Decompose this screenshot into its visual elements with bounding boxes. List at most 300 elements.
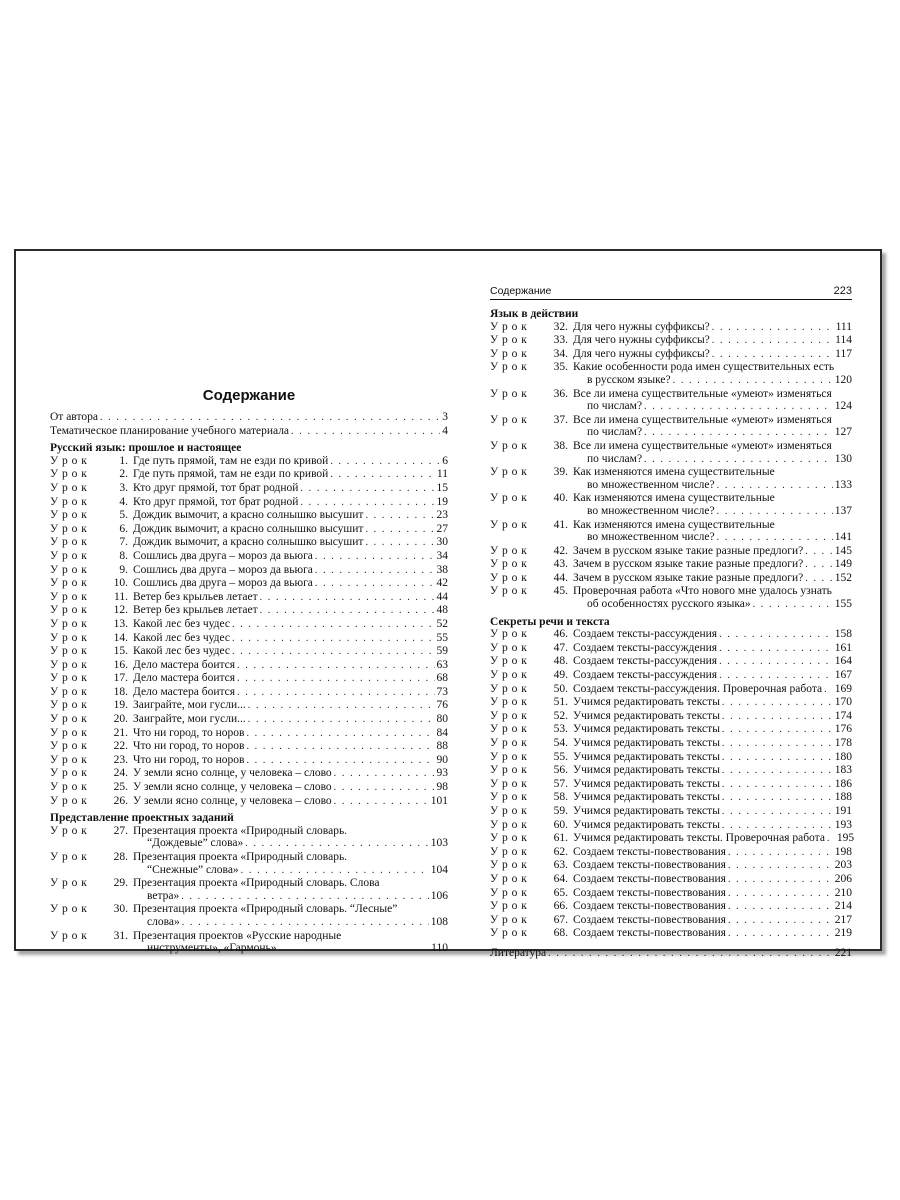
lesson-title-line (573, 778, 852, 792)
lesson-title-block (570, 642, 852, 656)
lesson-number: 56. (553, 764, 568, 777)
page-ref: 15 (436, 481, 448, 494)
lesson-title: Где путь прямой, там не езди по кривой (133, 454, 329, 467)
lesson-entry (50, 713, 448, 727)
lesson-number: 1. (119, 454, 128, 467)
lesson-label: У р о к (50, 481, 88, 494)
lesson-entry (490, 887, 852, 901)
lesson-title: Где путь прямой, там не езди по кривой (133, 468, 329, 481)
lesson-number: 50. (553, 682, 568, 695)
page-ref: 217 (834, 913, 852, 926)
lesson-label: У р о к (490, 818, 528, 831)
dot-leader (673, 375, 833, 388)
dot-leader (824, 684, 833, 697)
lesson-label: У р о к (490, 361, 528, 374)
lesson-title: Учимся редактировать тексты (573, 696, 720, 709)
lesson-title-line (573, 414, 852, 427)
lesson-title-line (133, 686, 448, 700)
lesson-title: Какой лес без чудес (133, 631, 231, 644)
lesson-number: 43. (553, 558, 568, 571)
lesson-title: Какой лес без чудес (133, 645, 231, 658)
lesson-label: У р о к (50, 536, 88, 549)
lesson-title-line (573, 361, 852, 374)
lesson-title-block (570, 737, 852, 751)
lesson-title: Учимся редактировать тексты (573, 737, 720, 749)
page-ref: 30 (436, 536, 448, 549)
lesson-number: 48. (553, 655, 568, 668)
page-ref: 11 (436, 468, 448, 481)
lesson-title-line (133, 903, 448, 916)
lesson-title: У земли ясно солнце, у человека – слово (133, 767, 332, 780)
lesson-title-line (573, 598, 852, 612)
page-ref: 120 (834, 373, 852, 386)
lesson-entry (50, 482, 448, 496)
lesson-number: 22. (113, 740, 128, 753)
lesson-title-block (130, 564, 448, 578)
dot-leader (722, 806, 833, 819)
lesson-title: Дело мастера боится (133, 658, 236, 671)
dot-leader (728, 928, 833, 941)
page-ref: 206 (834, 872, 852, 885)
lesson-title: Кто друг прямой, тот брат родной (133, 481, 299, 494)
lesson-number: 36. (553, 387, 568, 400)
lesson-title: слова» (147, 915, 180, 928)
page-ref: 186 (834, 777, 852, 790)
lesson-title-line (133, 890, 448, 904)
lesson-label: У р о к (490, 750, 528, 763)
lesson-number: 66. (553, 900, 568, 913)
lesson-title-block (130, 618, 448, 632)
lesson-label: У р о к (490, 872, 528, 885)
lesson-title-line (133, 754, 448, 768)
lesson-number: 60. (553, 818, 568, 831)
lesson-title: Какой лес без чудес (133, 617, 231, 630)
page-ref: 164 (834, 655, 852, 668)
dot-leader (644, 401, 833, 414)
dot-leader (246, 741, 434, 754)
page-ref: 52 (436, 617, 448, 630)
lesson-number: 51. (553, 696, 568, 709)
lesson-title-line (573, 492, 852, 505)
lesson-title: Создаем тексты-рассуждения (573, 641, 718, 654)
lesson-entry (50, 877, 448, 903)
lesson-number: 52. (553, 709, 568, 722)
lesson-title-block (570, 751, 852, 765)
lesson-title-block (130, 523, 448, 537)
lesson-title-line (133, 496, 448, 510)
lesson-title-block (570, 334, 852, 348)
lesson-number: 11. (114, 590, 128, 603)
page-ref: 76 (436, 699, 448, 712)
dot-leader (182, 917, 429, 930)
lesson-number: 21. (113, 726, 128, 739)
lesson-title: Презентация проекта «Природный словарь. “Лесные” (133, 903, 398, 916)
lesson-title-line (573, 819, 852, 833)
page-ref: 137 (834, 504, 852, 517)
lesson-number: 5. (119, 509, 128, 522)
lesson-number: 61. (553, 832, 568, 845)
lesson-label: У р о к (50, 672, 88, 685)
lesson-title-block (570, 669, 852, 683)
lesson-entry (490, 585, 852, 611)
lesson-title-line (573, 859, 852, 873)
lesson-entry (490, 669, 852, 683)
lesson-title-line (573, 440, 852, 453)
lesson-number: 67. (553, 913, 568, 926)
dot-leader (232, 619, 434, 632)
page-ref: 169 (834, 682, 852, 695)
lesson-number: 8. (119, 549, 128, 562)
toc-entry (50, 425, 448, 439)
lesson-title-block (130, 659, 448, 673)
lesson-title-block (570, 696, 852, 710)
lesson-title-block (130, 686, 448, 700)
lesson-title-block (130, 740, 448, 754)
lesson-title: Создаем тексты-рассуждения (573, 669, 718, 682)
lesson-title-line (573, 572, 852, 586)
lesson-title: ветра» (147, 889, 180, 902)
lesson-entry (490, 819, 852, 833)
lesson-title: по числам? (587, 452, 643, 465)
section-title: Русский язык: прошлое и настоящее (50, 442, 242, 455)
page-ref: 188 (834, 791, 852, 804)
dot-leader (237, 673, 434, 686)
lesson-entry (50, 509, 448, 523)
lesson-title: Дело мастера боится (133, 672, 236, 685)
lesson-entry (50, 632, 448, 646)
page-ref: 19 (436, 495, 448, 508)
lesson-title-line (133, 795, 448, 809)
lesson-title-block (570, 628, 852, 642)
lesson-label: У р о к (50, 577, 88, 590)
lesson-entry (490, 334, 852, 348)
dot-leader (181, 891, 429, 904)
lesson-entry (490, 696, 852, 710)
page-ref: 114 (835, 334, 852, 347)
lesson-title: Как изменяются имена существительные (573, 492, 775, 505)
lesson-entry (490, 846, 852, 860)
lesson-number: 29. (113, 877, 128, 890)
lesson-title-line (573, 466, 852, 479)
lesson-label: У р о к (490, 845, 528, 858)
lesson-title: “Снежные” слова» (147, 863, 239, 876)
page-ref: 170 (834, 696, 852, 709)
right-toc (490, 308, 855, 961)
lesson-title-line (133, 536, 448, 550)
entry-title: Литература (490, 946, 547, 959)
lesson-title-line (573, 914, 852, 928)
lesson-title-line (133, 825, 448, 838)
book-spread (14, 249, 882, 959)
lesson-number: 54. (553, 737, 568, 749)
lesson-label: У р о к (490, 764, 528, 777)
page-ref: 27 (436, 522, 448, 535)
page-ref: 48 (436, 604, 448, 617)
lesson-number: 39. (553, 466, 568, 479)
lesson-title-block (570, 846, 852, 860)
page-ref: 59 (436, 645, 448, 658)
lesson-number: 17. (113, 672, 128, 685)
lesson-label: У р о к (50, 929, 88, 942)
page-ref: 90 (436, 753, 448, 766)
page-ref: 155 (834, 598, 852, 611)
lesson-label: У р о к (50, 563, 88, 576)
lesson-title: Учимся редактировать тексты (573, 723, 720, 736)
dot-leader (719, 656, 833, 669)
lesson-title: Для чего нужны суффиксы? (573, 347, 710, 360)
lesson-number: 47. (553, 641, 568, 654)
page-ref: 193 (834, 818, 852, 831)
page-ref: 34 (436, 549, 448, 562)
dot-leader (232, 646, 434, 659)
lesson-number: 16. (113, 658, 128, 671)
lesson-label: У р о к (50, 781, 88, 794)
lesson-title-block (130, 645, 448, 659)
dot-leader (330, 469, 435, 482)
lesson-title: по числам? (587, 400, 643, 413)
lesson-title-block (570, 466, 852, 492)
lesson-entry (50, 645, 448, 659)
lesson-title-block (130, 632, 448, 646)
lesson-entry (490, 805, 852, 819)
lesson-number: 49. (553, 669, 568, 682)
lesson-entry (490, 914, 852, 928)
lesson-title: Дождик вымочит, а красно солнышко высушит (133, 509, 364, 522)
lesson-title-line (573, 479, 852, 493)
lesson-title: Дождик вымочит, а красно солнышко высушит (133, 536, 364, 549)
lesson-title-line (573, 585, 852, 598)
lesson-title: Все ли имена существительные «умеют» изменяться (573, 439, 832, 452)
lesson-title-block (570, 819, 852, 833)
dot-leader (722, 697, 833, 710)
lesson-number: 20. (113, 713, 128, 726)
lesson-title-line (573, 873, 852, 887)
lesson-label: У р о к (50, 509, 88, 522)
dot-leader (712, 322, 834, 335)
lesson-number: 3. (119, 481, 128, 494)
lesson-title-line (573, 900, 852, 914)
lesson-title: во множественном числе? (587, 504, 715, 517)
dot-leader (260, 592, 435, 605)
lesson-title: Создаем тексты-повествования (573, 872, 726, 885)
lesson-title-line (573, 696, 852, 710)
lesson-title: Заиграйте, мои гусли... (133, 699, 246, 712)
lesson-label: У р о к (490, 669, 528, 682)
page-ref: 221 (834, 946, 852, 959)
lesson-number: 31. (113, 929, 128, 942)
lesson-label: У р о к (50, 604, 88, 617)
lesson-entry (50, 659, 448, 673)
section-title: Секреты речи и текста (490, 615, 610, 628)
lesson-title-block (570, 519, 852, 545)
dot-leader (248, 714, 435, 727)
lesson-title-block (570, 558, 852, 572)
lesson-label: У р о к (490, 913, 528, 926)
lesson-title: Создаем тексты-повествования (573, 927, 726, 940)
page-ref: 133 (834, 478, 852, 491)
left-toc (50, 411, 448, 956)
lesson-title: У земли ясно солнце, у человека – слово (133, 781, 332, 794)
dot-leader (245, 838, 428, 851)
dot-leader (719, 629, 833, 642)
lesson-number: 7. (119, 536, 128, 549)
lesson-number: 18. (113, 685, 128, 698)
dot-leader (548, 948, 833, 961)
lesson-label: У р о к (490, 387, 528, 400)
lesson-title-line (573, 791, 852, 805)
lesson-title: Все ли имена существительные «умеют» изменяться (573, 387, 832, 400)
lesson-title: об особенностях русского языка» (587, 598, 751, 611)
lesson-title-block (570, 832, 855, 846)
lesson-title: Презентация проекта «Природный словарь. (133, 851, 348, 863)
page-ref: 145 (834, 544, 852, 557)
page-ref: 176 (834, 723, 852, 736)
page-ref: 6 (442, 454, 448, 467)
lesson-entry (50, 930, 448, 956)
dot-leader (260, 605, 435, 618)
lesson-title-block (130, 672, 448, 686)
lesson-label: У р о к (490, 466, 528, 479)
lesson-entry (490, 764, 852, 778)
lesson-number: 25. (113, 781, 128, 794)
lesson-title-line (573, 642, 852, 656)
lesson-title: “Дождевые” слова» (147, 837, 244, 850)
lesson-title: по числам? (587, 426, 643, 439)
page-ref: 191 (834, 804, 852, 817)
lesson-title: Кто друг прямой, тот брат родной (133, 495, 299, 508)
dot-leader (334, 796, 429, 809)
lesson-entry (490, 710, 852, 724)
lesson-entry (50, 523, 448, 537)
lesson-number: 23. (113, 753, 128, 766)
lesson-label: У р о к (50, 740, 88, 753)
lesson-number: 58. (553, 791, 568, 804)
entry-title: От автора (50, 411, 98, 423)
lesson-number: 24. (113, 767, 128, 780)
lesson-title-block (130, 767, 448, 781)
lesson-number: 35. (553, 361, 568, 374)
lesson-entry (50, 591, 448, 605)
section-title: Язык в действии (490, 308, 579, 320)
dot-leader (300, 483, 434, 496)
lesson-label: У р о к (50, 713, 88, 726)
lesson-title-line (573, 887, 852, 901)
dot-leader (279, 943, 430, 956)
lesson-title-block (130, 468, 448, 482)
lesson-entry (490, 558, 852, 572)
page-ref: 180 (834, 750, 852, 763)
lesson-title: Создаем тексты-повествования (573, 845, 726, 858)
lesson-number: 55. (553, 750, 568, 763)
lesson-title-line (133, 564, 448, 578)
lesson-number: 62. (553, 845, 568, 858)
lesson-title-line (573, 710, 852, 724)
page-ref: 117 (835, 347, 852, 360)
lesson-label: У р о к (50, 658, 88, 671)
lesson-entry (490, 832, 855, 846)
lesson-entry (50, 468, 448, 482)
lesson-label: У р о к (50, 468, 88, 481)
lesson-title: Создаем тексты-повествования (573, 859, 726, 872)
lesson-title: Все ли имена существительные «умеют» изменяться (573, 413, 832, 426)
lesson-entry (490, 642, 852, 656)
page-ref: 214 (834, 900, 852, 913)
lesson-number: 38. (553, 439, 568, 452)
lesson-title-block (570, 492, 852, 518)
lesson-title-block (130, 455, 448, 469)
dot-leader (644, 454, 833, 467)
dot-leader (315, 565, 435, 578)
lesson-title-line (133, 767, 448, 781)
lesson-label: У р о к (50, 767, 88, 780)
lesson-number: 46. (553, 628, 568, 641)
lesson-title-line (573, 453, 852, 467)
page-ref: 124 (834, 400, 852, 413)
lesson-title-line (133, 851, 448, 864)
lesson-title: Учимся редактировать тексты (573, 764, 720, 777)
page-ref: 73 (436, 685, 448, 698)
page-ref: 103 (430, 837, 448, 850)
page-ref: 80 (436, 713, 448, 726)
lesson-title-block (130, 727, 448, 741)
lesson-title: Учимся редактировать тексты (573, 804, 720, 817)
lesson-title-block (130, 604, 448, 618)
lesson-title: Сошлись два друга – мороз да вьюга (133, 563, 313, 576)
lesson-label: У р о к (490, 641, 528, 654)
dot-leader (717, 506, 833, 519)
lesson-title-block (130, 713, 448, 727)
lesson-entry (50, 795, 448, 809)
lesson-label: У р о к (50, 877, 88, 890)
lesson-label: У р о к (490, 518, 528, 531)
lesson-title-block (130, 795, 448, 809)
lesson-title-line (573, 628, 852, 642)
page-ref: 178 (834, 737, 852, 749)
lesson-number: 41. (553, 518, 568, 531)
page-ref: 101 (430, 794, 448, 807)
lesson-entry (490, 361, 852, 387)
dot-leader (805, 573, 832, 586)
page-ref: 210 (834, 886, 852, 899)
lesson-title: Сошлись два друга – мороз да вьюга (133, 549, 313, 562)
lesson-title-line (573, 388, 852, 401)
lesson-title-line (133, 523, 448, 537)
lesson-title-line (133, 482, 448, 496)
lesson-entry (50, 496, 448, 510)
lesson-title-line (573, 669, 852, 683)
lesson-title-line (573, 374, 852, 388)
page-ref: 141 (834, 531, 852, 544)
lesson-label: У р о к (50, 631, 88, 644)
page-ref: 198 (834, 845, 852, 858)
lesson-title-line (573, 751, 852, 765)
dot-leader (722, 820, 833, 833)
lesson-title: Создаем тексты-рассуждения. Проверочная работа (573, 682, 823, 695)
lesson-number: 57. (553, 777, 568, 790)
lesson-label: У р о к (50, 903, 88, 916)
lesson-title-line (133, 618, 448, 632)
lesson-entry (50, 727, 448, 741)
lesson-title: Учимся редактировать тексты (573, 750, 720, 763)
lesson-entry (490, 859, 852, 873)
lesson-entry (50, 550, 448, 564)
page-ref: 219 (834, 927, 852, 940)
lesson-entry (490, 751, 852, 765)
lesson-entry (490, 466, 852, 492)
lesson-label: У р о к (490, 413, 528, 426)
toc-entry (490, 947, 852, 961)
lesson-title: в русском языке? (587, 373, 671, 386)
